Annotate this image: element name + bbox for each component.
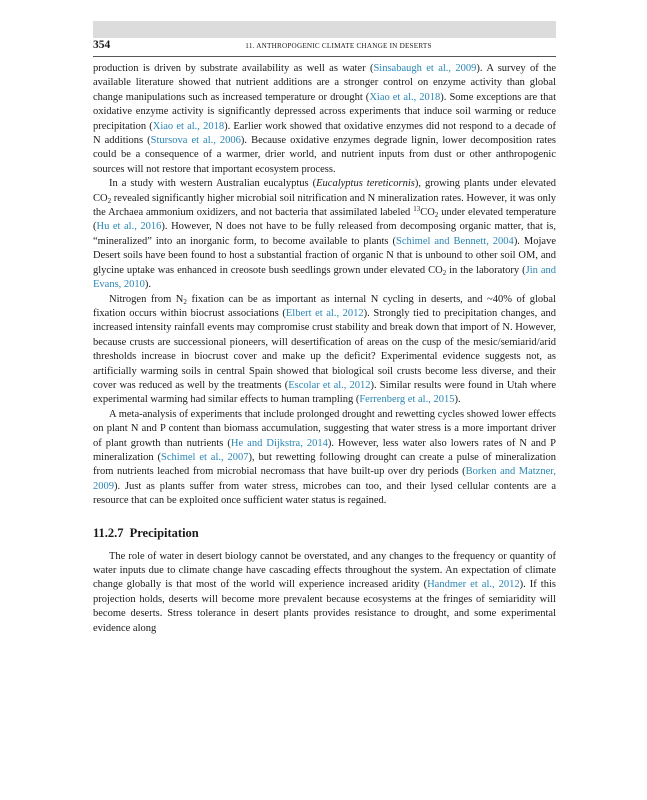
header-rule: [93, 56, 556, 57]
citation-link[interactable]: Stursova et al., 2006: [150, 135, 241, 147]
citation-link[interactable]: Ferrenberg et al., 2015: [359, 394, 455, 406]
paragraph-1: production is driven by substrate availability as well as water (Sinsabaugh et al., 2009). A survey of the available literature showed that nutrient additions are a stronger control on enzyme activity than global change manipulations such as increased temperature or drought (Xiao et al., 2018). Some exceptions are that oxidative enzyme activity is significantly depressed across experiments that induce soil warming or reduce precipitation (Xiao et al., 2018). Earlier work showed that oxidative enzymes did not respond to a decade of N additions (Stursova et al., 2006). Because oxidative enzymes degrade lignin, lower decomposition rates could be a consequence of a warmer, drier world, and nutrient inputs from dust or other anthropogenic sources will not restore that important ecosystem process.: [93, 63, 557, 175]
citation-link[interactable]: Sinsabaugh et al., 2009: [373, 63, 477, 74]
section-title: Precipitation: [129, 525, 199, 540]
citation-link[interactable]: He and Dijkstra, 2014: [230, 437, 328, 449]
citation-link[interactable]: Xiao et al., 2018: [152, 120, 225, 132]
citation-link[interactable]: Xiao et al., 2018: [369, 91, 441, 103]
paragraph-3: Nitrogen from $N_2$ fixation can be as important as internal N cycling in deserts, and ~40% of global fixation occurs within biocrust associations (Elbert et al., 2012). Strongly tied to precipitation changes, and increased intensity rainfall events may compromise crust stability and break down that import of N. However, because crusts are successional pioneers, will desertification of areas on the cusp of the mesic/semiarid/arid thresholds increase in biocrust cover and make up the deficit? Experimental evidence suggests not, as artificially warming soils in central Spain showed that biological soil crusts become less diverse, and their cover was reduced as well by the treatments (Escolar et al., 2012). Similar results were found in Utah where experimental warming had similar effects to human trampling (Ferrenberg et al., 2015).: [93, 293, 557, 406]
citation-link[interactable]: Schimel et al., 2007: [161, 451, 249, 463]
running-title: 11. ANTHROPOGENIC CLIMATE CHANGE IN DESERTS: [245, 42, 432, 50]
citation-link[interactable]: Escolar et al., 2012: [288, 379, 371, 391]
body-text: [93, 62, 556, 636]
citation-link[interactable]: Jin and Evans, 2010: [93, 264, 557, 291]
paragraph-4: A meta-analysis of experiments that include prolonged drought and rewetting cycles showed lower effects on plant N and P content than biomass accumulation, suggesting that water stress is a more important driver of plant growth than nutrients (He and Dijkstra, 2014). However, less water also lowers rates of N and P mineralization (Schimel et al., 2007), but rewetting following drought can create a pulse of mineralization from nutrients leached from microbial necromass that have built-up over dry periods (Borken and Matzner, 2009). Just as plants suffer from water stress, microbes can too, and their lysed cellular contents are a resource that can be exploited once sufficient water status is regained.: [93, 408, 556, 507]
citation-link[interactable]: Borken and Matzner, 2009: [93, 466, 556, 492]
paragraph-5: The role of water in desert biology cannot be overstated, and any changes to the frequency or quantity of water inputs due to climate change have cascading effects throughout the system. An expectation of climate change globally is that most of the world will experience increased aridity (Handmer et al., 2012). If this projection holds, deserts will become more prevalent because ecosystems at the fringes of semiaridity will become deserts. Stress tolerance in desert plants provides resistance to drought, and some experimental evidence along: [93, 550, 556, 634]
header-bar: [93, 21, 556, 38]
paragraph-2: In a study with western Australian eucalyptus (Eucalyptus tereticornis), growing plants under elevated $CO_2$ revealed significantly higher microbial soil nitrification and N mineralization rates. However, it was only the Archaea ammonium oxidizers, and not bacteria that assimilated labeled $^{13}CO_2$ under elevated temperature (Hu et al., 2016). However, N does not have to be fully released from decomposing organic matter, that is, “mineralized” into an inorganic form, to become available to plants (Schimel and Bennett, 2004). Mojave Desert soils have been found to host a substantial fraction of organic N that is unbound to other soil OM, and glycine uptake was enhanced in creosote bush seedlings grown under elevated $CO_2$ in the laboratory (Jin and Evans, 2010).: [93, 178, 557, 291]
species-name: Eucalyptus tereticornis: [316, 178, 415, 190]
section-heading: [93, 525, 556, 541]
page-number: 354: [93, 39, 111, 51]
citation-link[interactable]: Hu et al., 2016: [96, 221, 162, 233]
section-number: 11.2.7: [93, 525, 124, 540]
citation-link[interactable]: Handmer et al., 2012: [427, 579, 520, 591]
citation-link[interactable]: Schimel and Bennett, 2004: [395, 235, 514, 247]
citation-link[interactable]: Elbert et al., 2012: [285, 307, 364, 319]
